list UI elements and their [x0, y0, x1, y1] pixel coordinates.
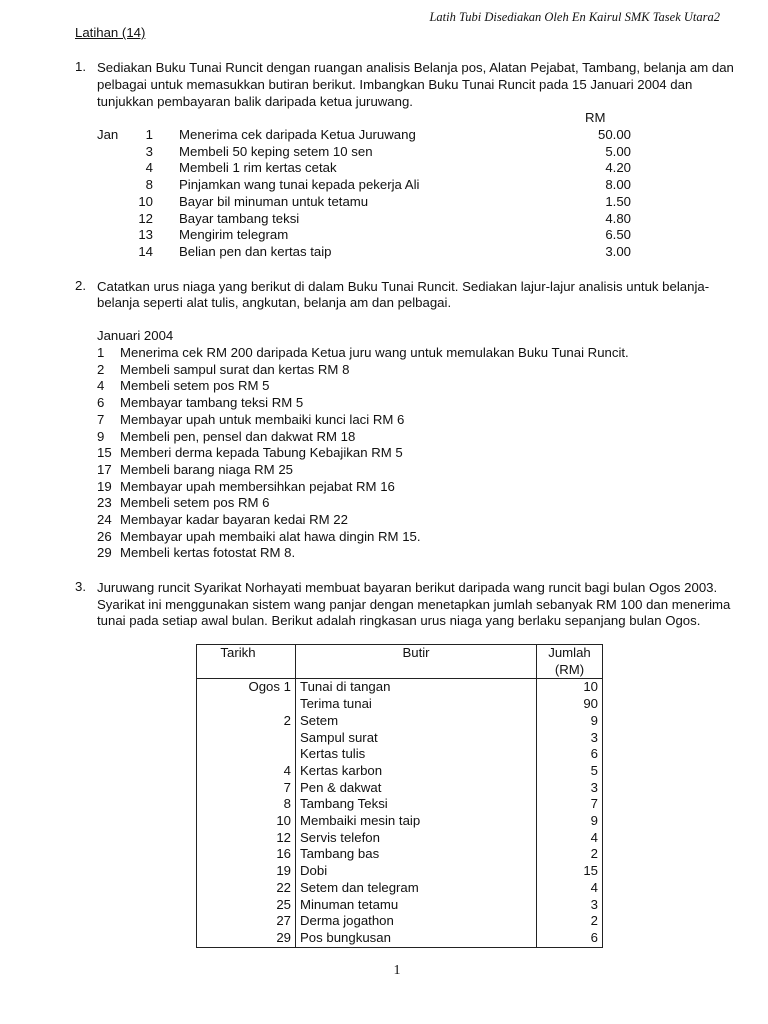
table-row	[197, 730, 603, 747]
cell-date: 7	[197, 780, 296, 797]
transaction-day: 26	[97, 528, 112, 544]
question-text-line: Sediakan Buku Tunai Runcit dengan ruangan analisis Belanja pos, Alatan Pejabat, Tambang, belanja am dan	[97, 60, 734, 75]
transaction-day: 24	[97, 512, 112, 527]
ogos-transactions-table	[196, 644, 603, 948]
transaction-description: Membeli kertas fotostat RM 8.	[120, 545, 296, 561]
cell-item: Pos bungkusan	[296, 930, 537, 947]
table-row	[197, 813, 603, 830]
table-row	[197, 713, 603, 730]
table-row	[197, 763, 603, 780]
transaction-day: 1	[97, 345, 105, 360]
table-row	[197, 846, 603, 863]
cell-item: Minuman tetamu	[296, 897, 537, 914]
rm-column-label: RM	[585, 110, 606, 125]
cell-amount: 2	[590, 913, 598, 929]
month-label: Januari 2004	[97, 328, 174, 343]
transaction-description: Menerima cek RM 200 daripada Ketua juru wang untuk memulakan Buku Tunai Runcit.	[120, 345, 629, 360]
transaction-day: 17	[97, 461, 112, 477]
cell-amount: 4	[590, 829, 598, 845]
cell-amount: 6	[590, 929, 598, 945]
transaction-day: 13	[138, 227, 153, 243]
exercise-title: Latihan (14)	[75, 25, 146, 40]
table-row	[197, 863, 603, 880]
transaction-description: Membayar upah untuk membaiki kunci laci RM 6	[120, 411, 405, 427]
question-text-line: Syarikat ini menggunakan sistem wang panjar dengan menetapkan jumlah sebanyak RM 100 dan menerima	[97, 597, 731, 612]
cell-amount: 6	[590, 746, 598, 762]
transaction-description: Membeli sampul surat dan kertas RM 8	[120, 361, 350, 377]
question-text-line: Juruwang runcit Syarikat Norhayati membuat bayaran berikut daripada wang runcit bagi bulan Ogos 2003.	[97, 580, 718, 595]
transaction-amount: 1.50	[605, 193, 631, 209]
table-row	[197, 830, 603, 847]
transaction-amount: 8.00	[605, 177, 631, 193]
table-row	[197, 746, 603, 763]
header-tarikh: Tarikh	[197, 645, 296, 679]
transaction-description: Membayar tambang teksi RM 5	[120, 395, 304, 411]
question-text-line: Catatkan urus niaga yang berikut di dalam Buku Tunai Runcit. Sediakan lajur-lajur analisis untuk belanja-	[97, 279, 710, 294]
transaction-description: Mengirim telegram	[179, 227, 289, 243]
cell-date: 25	[197, 897, 296, 914]
cell-date: 27	[197, 913, 296, 930]
cell-item: Tambang Teksi	[296, 796, 537, 813]
transaction-amount: 4.20	[605, 160, 631, 176]
cell-date	[197, 746, 296, 763]
transaction-description: Membeli pen, pensel dan dakwat RM 18	[120, 428, 356, 444]
header-jumlah	[537, 645, 603, 679]
transaction-day: 12	[138, 210, 153, 226]
transaction-description: Menerima cek daripada Ketua Juruwang	[179, 127, 416, 142]
cell-item: Setem	[296, 713, 537, 730]
header-butir: Butir	[296, 645, 537, 679]
cell-item: Kertas tulis	[296, 746, 537, 763]
table-row	[197, 880, 603, 897]
question-text-line: belanja seperti alat tulis, angkutan, belanja am dan pelbagai.	[97, 295, 452, 310]
transaction-day: 1	[145, 127, 153, 142]
table-row	[197, 796, 603, 813]
cell-date: 29	[197, 930, 296, 947]
cell-item: Tunai di tangan	[296, 679, 537, 696]
transaction-day: 9	[97, 428, 105, 444]
transaction-day: 4	[145, 160, 153, 176]
cell-amount: 2	[590, 846, 598, 862]
transaction-description: Membeli barang niaga RM 25	[120, 461, 293, 477]
transaction-day: 29	[97, 545, 112, 561]
cell-date	[197, 730, 296, 747]
table-row	[197, 696, 603, 713]
page-number: 1	[393, 963, 401, 978]
cell-amount: 10	[583, 679, 598, 695]
cell-date: 12	[197, 830, 296, 847]
transaction-day: 7	[97, 411, 105, 427]
table-header-row	[197, 645, 603, 679]
transaction-day: 8	[145, 177, 153, 193]
table-row	[197, 679, 603, 696]
transaction-description: Membeli setem pos RM 5	[120, 378, 270, 394]
table-row	[197, 897, 603, 914]
cell-item: Tambang bas	[296, 846, 537, 863]
cell-amount: 90	[583, 696, 598, 712]
transaction-description: Bayar bil minuman untuk tetamu	[179, 193, 369, 209]
page-header: Latih Tubi Disediakan Oleh En Kairul SMK Tasek Utara2	[429, 10, 720, 24]
cell-item: Derma jogathon	[296, 913, 537, 930]
transaction-amount: 4.80	[605, 210, 631, 226]
question-number: 3.	[75, 579, 86, 594]
cell-date: 4	[197, 763, 296, 780]
header-jumlah-label: Jumlah	[548, 645, 591, 660]
transaction-description: Membeli 1 rim kertas cetak	[179, 160, 337, 176]
transaction-day: 4	[97, 378, 105, 394]
transaction-day: 6	[97, 395, 105, 411]
transaction-amount: 3.00	[605, 243, 631, 259]
cell-date: 16	[197, 846, 296, 863]
transaction-amount: 50.00	[597, 127, 631, 142]
cell-item: Servis telefon	[296, 830, 537, 847]
transaction-description: Membayar upah membaiki alat hawa dingin RM 15.	[120, 528, 421, 544]
transaction-amount: 5.00	[605, 143, 631, 159]
cell-date: 10	[197, 813, 296, 830]
table-row	[197, 913, 603, 930]
transaction-day: 15	[97, 445, 112, 461]
transaction-description: Belian pen dan kertas taip	[179, 243, 332, 259]
question-text-line: tunjukkan pembayaran balik daripada ketua juruwang.	[97, 94, 413, 109]
transaction-day: 14	[138, 243, 153, 259]
transaction-day: 19	[97, 478, 112, 494]
cell-amount: 4	[590, 879, 598, 895]
cell-amount: 3	[590, 896, 598, 912]
question-text-line: pelbagai untuk memasukkan butiran berikut. Imbangkan Buku Tunai Runcit pada 15 Januari 2004 dan	[97, 77, 693, 92]
table-row	[197, 780, 603, 797]
cell-date: Ogos 1	[197, 679, 296, 696]
transaction-description: Bayar tambang teksi	[179, 210, 300, 226]
cell-amount: 3	[590, 779, 598, 795]
transaction-amount: 6.50	[605, 227, 631, 243]
header-rm-label: (RM)	[554, 661, 585, 677]
cell-amount: 9	[590, 813, 598, 829]
cell-item: Pen & dakwat	[296, 780, 537, 797]
cell-date: 2	[197, 713, 296, 730]
transaction-description: Membayar upah membersihkan pejabat RM 16	[120, 478, 395, 494]
cell-item: Terima tunai	[296, 696, 537, 713]
cell-date: 8	[197, 796, 296, 813]
transaction-description: Membeli 50 keping setem 10 sen	[179, 143, 373, 159]
cell-date	[197, 696, 296, 713]
question-number: 2.	[75, 278, 86, 293]
cell-item: Kertas karbon	[296, 763, 537, 780]
cell-amount: 3	[590, 729, 598, 745]
transaction-description: Membeli setem pos RM 6	[120, 495, 270, 511]
transaction-description: Membayar kadar bayaran kedai RM 22	[120, 512, 348, 527]
transaction-day: 23	[97, 495, 112, 511]
transaction-description: Memberi derma kepada Tabung Kebajikan RM 5	[120, 445, 403, 461]
cell-date: 19	[197, 863, 296, 880]
cell-item: Dobi	[296, 863, 537, 880]
cell-item: Setem dan telegram	[296, 880, 537, 897]
cell-amount: 5	[590, 762, 598, 778]
cell-amount: 9	[590, 712, 598, 728]
cell-item: Membaiki mesin taip	[296, 813, 537, 830]
cell-item: Sampul surat	[296, 730, 537, 747]
cell-date: 22	[197, 880, 296, 897]
transaction-day: 2	[97, 361, 105, 377]
month-label: Jan	[97, 127, 119, 142]
transaction-day: 10	[138, 193, 153, 209]
transaction-day: 3	[145, 143, 153, 159]
table-row	[197, 930, 603, 947]
question-number: 1.	[75, 59, 86, 74]
transaction-description: Pinjamkan wang tunai kepada pekerja Ali	[179, 177, 420, 193]
question-text-line: tunai pada setiap awal bulan. Berikut adalah ringkasan urus niaga yang berlaku sepanjang bulan Ogos.	[97, 613, 701, 628]
cell-amount: 15	[583, 863, 598, 879]
cell-amount: 7	[590, 796, 598, 812]
